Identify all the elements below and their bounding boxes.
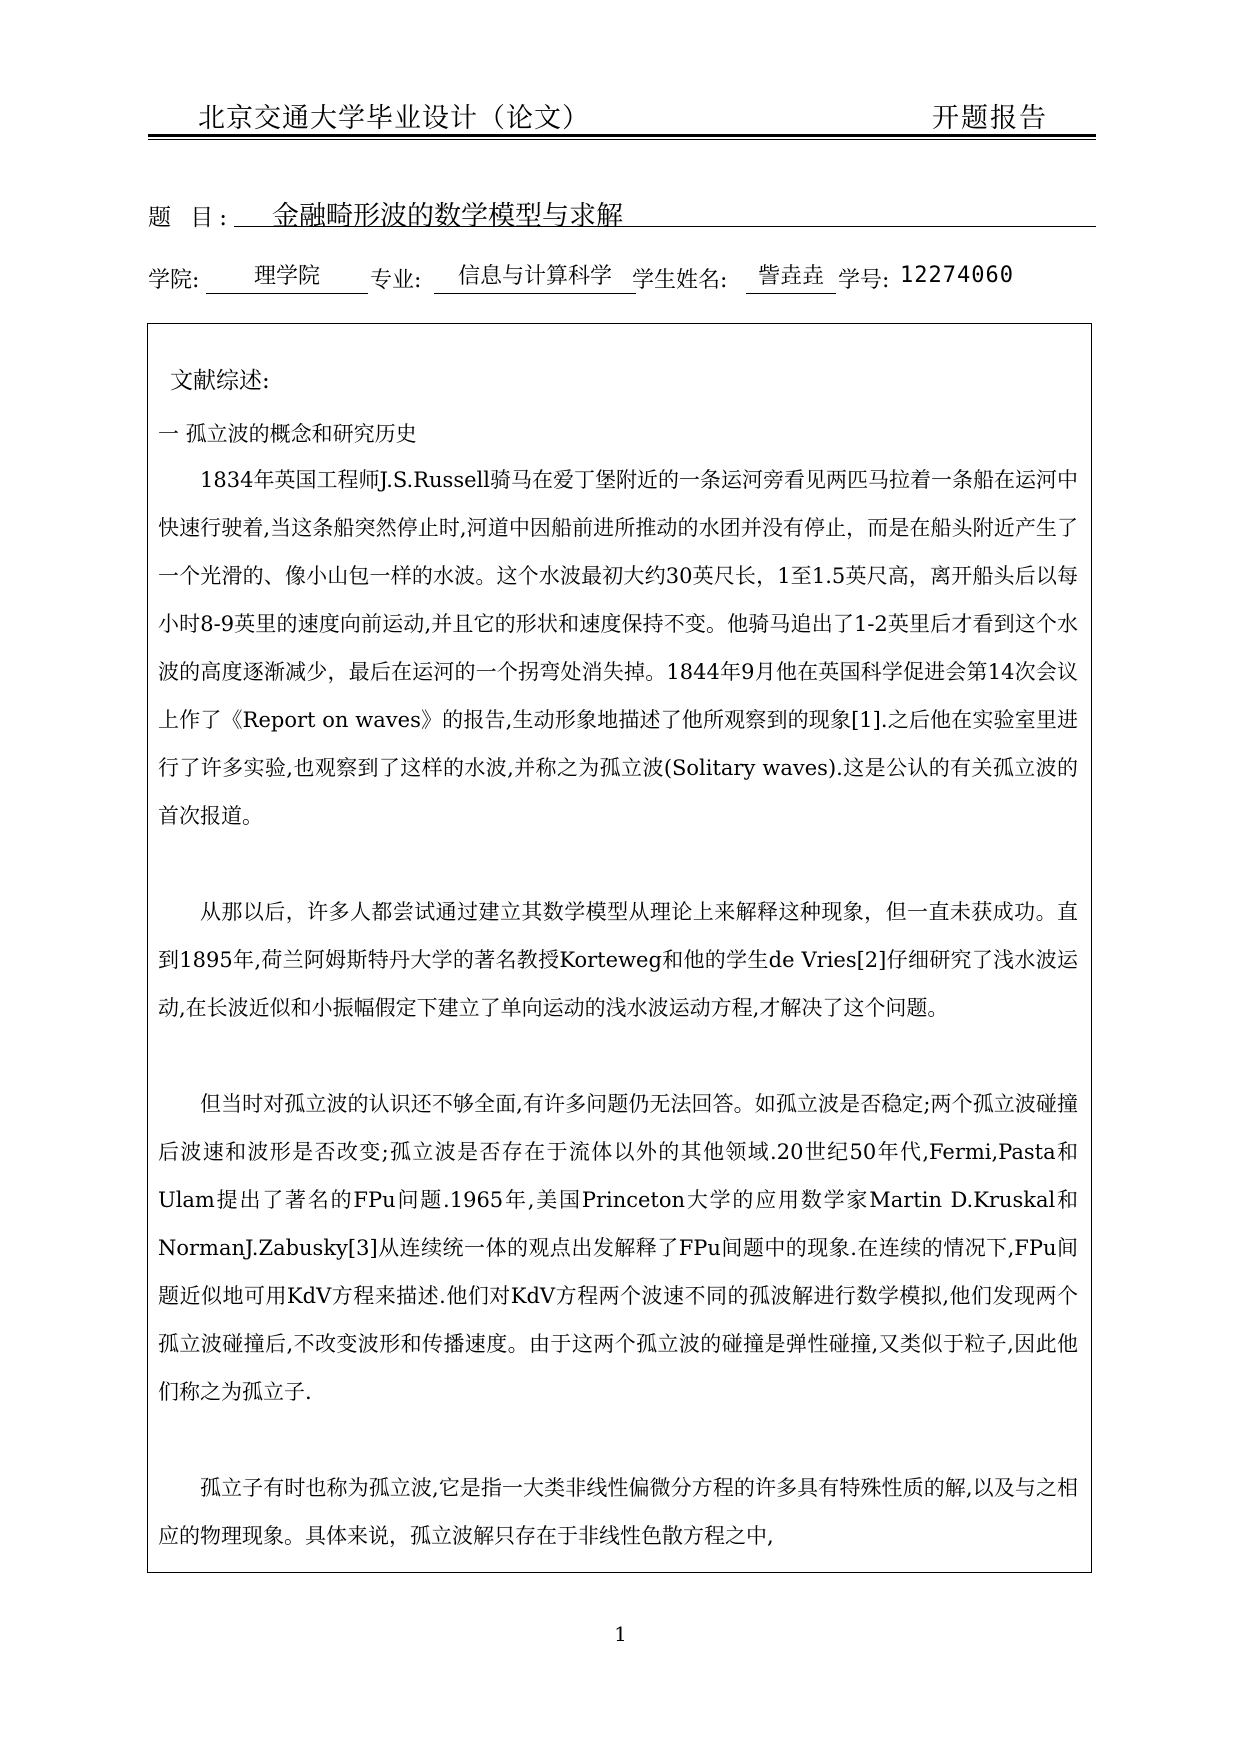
page-header bbox=[148, 96, 1096, 136]
subsection-heading: 一 孤立波的概念和研究历史 bbox=[158, 422, 417, 446]
school-name: 北京交通大学毕业设计（论文） bbox=[198, 103, 590, 134]
header-rule-thin bbox=[148, 139, 1096, 140]
header-rule bbox=[148, 134, 1096, 137]
student-info-row bbox=[148, 263, 1138, 295]
paragraph: 但当时对孤立波的认识还不够全面,有许多问题仍无法回答。如孤立波是否稳定;两个孤立波碰撞后波速和波形是否改变;孤立波是否存在于流体以外的其他领域.20世纪50年代,Fermi,Pasta和Ulam提出了著名的FPu问题.1965年,美国Princeton大学的应用数学家Martin D.Kruskal和NormanJ.Zabusky[3]从连续统一体的观点出发解释了FPu间题中的现象.在连续的情况下,FPu间题近似地可用KdV方程来描述.他们对KdV方程两个波速不同的孤波解进行数学模拟,他们发现两个孤立波碰撞后,不改变波形和传播速度。由于这两个孤立波的碰撞是弹性碰撞,又类似于粒子,因此他们称之为孤立子. bbox=[158, 1092, 1078, 1404]
title-label: 题 目: bbox=[148, 205, 234, 231]
major-label: 专业: bbox=[370, 268, 422, 293]
paragraph: 孤立子有时也称为孤立波,它是指一大类非线性偏微分方程的许多具有特殊性质的解,以及与之相应的物理现象。具体来说，孤立波解只存在于非线性色散方程之中, bbox=[158, 1476, 1078, 1548]
student-id-label: 学号: bbox=[838, 268, 890, 293]
paragraph: 1834年英国工程师J.S.Russell骑马在爱丁堡附近的一条运河旁看见两匹马拉着一条船在运河中快速行驶着,当这条船突然停止时,河道中因船前进所推动的水团并没有停止，而是在船头附近产生了一个光滑的、像小山包一样的水波。这个水波最初大约30英尺长，1至1.5英尺高，离开船头后以每小时8-9英里的速度向前运动,并且它的形状和速度保持不变。他骑马追出了1-2英里后才看到这个水波的高度逐渐减少，最后在运河的一个拐弯处消失掉。1844年9月他在英国科学促进会第14次会议上作了《Report on waves》的报告,生动形象地描述了他所观察到的现象[1].之后他在实验室里进行了许多实验,也观察到了这样的水波,并称之为孤立波(Solitary waves).这是公认的有关孤立波的首次报道。 bbox=[158, 468, 1078, 828]
document-type: 开题报告 bbox=[932, 103, 1048, 134]
literature-review-box bbox=[147, 323, 1092, 1573]
thesis-title-row bbox=[148, 194, 1096, 230]
paragraph: 从那以后，许多人都尝试通过建立其数学模型从理论上来解释这种现象，但一直未获成功。直到1895年,荷兰阿姆斯特丹大学的著名教授Korteweg和他的学生de Vries[2]仔细研究了浅水波运动,在长波近似和小振幅假定下建立了单向运动的浅水波运动方程,才解决了这个问题。 bbox=[158, 900, 1078, 1020]
college-label: 学院: bbox=[148, 268, 200, 293]
page-number: 1 bbox=[614, 1622, 627, 1646]
major-value: 信息与计算科学 bbox=[434, 263, 636, 294]
student-name-label: 学生姓名: bbox=[632, 268, 728, 293]
student-id-value: 12274060 bbox=[900, 263, 1014, 288]
section-heading: 文献综述: bbox=[170, 368, 270, 394]
thesis-title: 金融畸形波的数学模型与求解 bbox=[272, 201, 623, 232]
college-value: 理学院 bbox=[206, 263, 368, 294]
student-name-value: 訾垚垚 bbox=[746, 263, 836, 294]
